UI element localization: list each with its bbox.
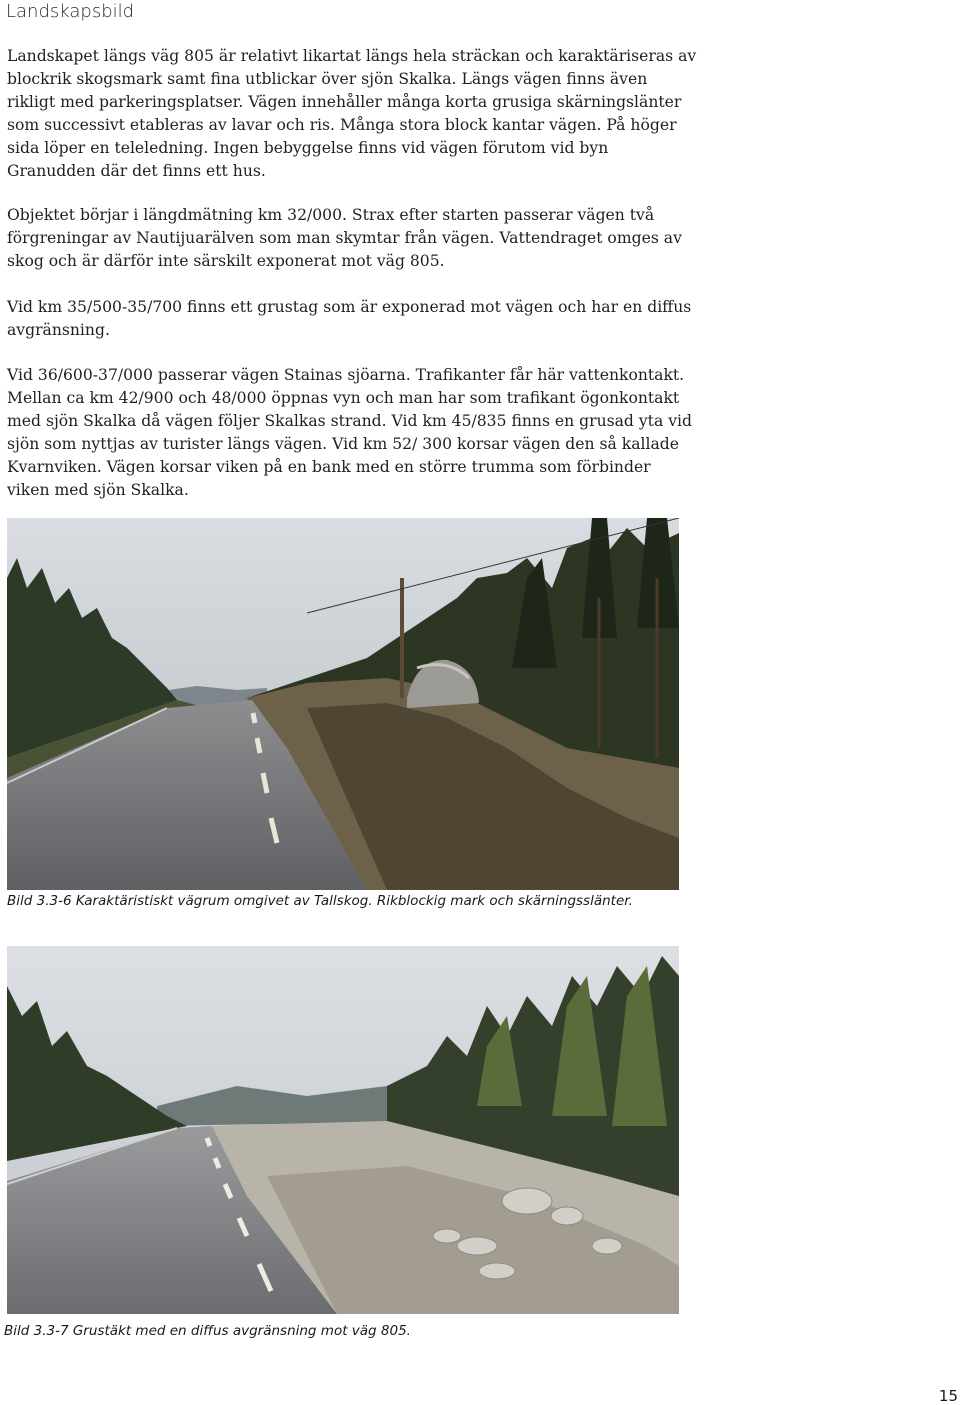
figure-caption: Bild 3.3-6 Karaktäristiskt vägrum omgivet av Tallskog. Rikblockig mark och skärningsslänter.: [7, 893, 633, 909]
body-paragraph: Vid km 35/500-35/700 finns ett grustag som är exponerad mot vägen och har en diffus avgränsning.: [7, 298, 692, 339]
body-paragraph: Landskapet längs väg 805 är relativt likartat längs hela sträckan och karaktäriseras av blockrik skogsmark samt fina utblickar över sjön Skalka. Längs vägen finns även rikligt med parkeringsplatser. Vägen innehåller många korta grusiga skärningslänter som successivt etableras av lavar och ris. Många stora block kantar vägen. På höger sida löper en teleledning. Ingen bebyggelse finns vid vägen förutom vid byn Granudden där det finns ett hus.: [7, 47, 697, 180]
page-number: 15: [938, 1387, 958, 1405]
figure-caption: Bild 3.3-7 Grustäkt med en diffus avgränsning mot väg 805.: [4, 1323, 411, 1339]
road-forest-photo: [7, 518, 679, 890]
body-paragraph: Vid 36/600-37/000 passerar vägen Stainas sjöarna. Trafikanter får här vattenkontakt. Mellan ca km 42/900 och 48/000 öppnas vyn och man har som trafikant ögonkontakt med sjön Skalka då vägen följer Skalkas strand. Vid km 45/835 finns en grusad yta vid sjön som nyttjas av turister längs vägen. Vid km 52/ 300 korsar vägen den så kallade Kvarnviken. Vägen korsar viken på en bank med en större trumma som förbinder viken med sjön Skalka.: [7, 366, 692, 499]
section-title: Landskapsbild: [6, 1, 135, 22]
gravel-pit-photo: [7, 946, 679, 1314]
body-paragraph: Objektet börjar i längdmätning km 32/000. Strax efter starten passerar vägen två förgreningar av Nautijuarälven som man skymtar från vägen. Vattendraget omges av skog och är därför inte särskilt exponerat mot väg 805.: [7, 206, 682, 270]
